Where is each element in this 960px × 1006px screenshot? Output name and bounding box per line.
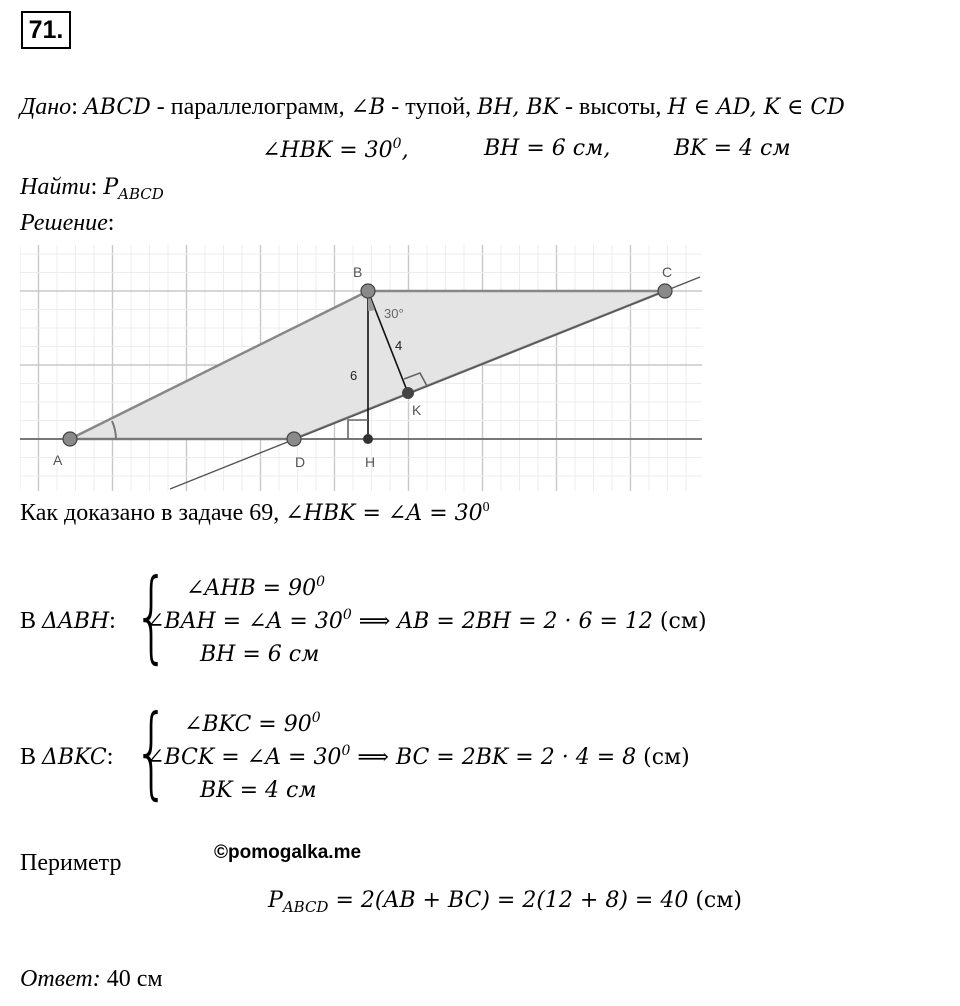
given-statement [84, 94, 845, 120]
answer-label: Ответ: [20, 966, 101, 992]
point-c [658, 284, 672, 298]
system2-line-2: ∠BCK = ∠A = $30^0$ ⟹ BC = 2BK = 2 · 4 = 8 (см) [146, 743, 690, 770]
given-bh: BH = 6 см, [484, 136, 611, 161]
label-a: A [53, 452, 63, 468]
label-angle-30: 30° [384, 306, 404, 321]
given-part-6: H ∈ AD, K ∈ CD [667, 95, 845, 120]
label-d: D [295, 454, 306, 470]
given-part-4: BH, BK [477, 95, 560, 120]
given-angle-hbk: ∠HBK = $30^0$, [262, 136, 409, 163]
parallelogram-figure [20, 245, 702, 491]
given-bk: BK = 4 см [674, 136, 791, 161]
point-h [363, 434, 373, 444]
given-part-2: ∠B [350, 95, 386, 120]
solution-label: Решение: [20, 210, 115, 236]
system2-line-1: ∠BKC = $90^0$ [184, 710, 321, 737]
point-b [361, 284, 375, 298]
point-a [63, 432, 77, 446]
find-line: Найти: $P_{ABCD}$ [20, 174, 164, 203]
given-part-1: - параллелограмм, [150, 94, 351, 120]
label-bh-length: 6 [350, 368, 358, 383]
label-bk-length: 4 [395, 338, 403, 353]
answer-value: 40 см [100, 966, 163, 992]
system1-line-2: ∠BAH = ∠A = $30^0$ ⟹ AB = 2BH = 2 · 6 = 12 (см) [146, 607, 707, 634]
perimeter-formula: $P_{ABCD} = 2(AB + BC) = 2(12 + 8) = 40$ (см) [268, 888, 742, 916]
given-line-1: Дано: ABCD - параллелограмм, ∠B - тупой, BH, BK - высоты, H ∈ AD, K ∈ CD [20, 94, 845, 120]
given-part-0: ABCD [83, 95, 151, 120]
point-d [287, 432, 301, 446]
system1-brace: { [134, 557, 169, 674]
system2-brace: { [134, 693, 169, 810]
watermark: ©pomogalka.me [214, 842, 362, 863]
proof-line: Как доказано в задаче 69, ∠HBK = ∠A = $30^0$ [20, 500, 490, 526]
problem-number: 71. [21, 11, 71, 49]
find-label: Найти [20, 174, 91, 200]
label-k: K [412, 402, 422, 418]
system2-line-3: BK = 4 см [200, 778, 317, 803]
label-b: B [353, 264, 363, 280]
answer-line [20, 966, 163, 993]
system2-prefix: В ΔBKC: [20, 744, 114, 770]
system1-line-3: BH = 6 см [200, 642, 320, 667]
label-h: H [365, 454, 376, 470]
perimeter-label: Периметр [20, 850, 122, 876]
point-k [402, 387, 414, 399]
system1-line-1: ∠AHB = $90^0$ [186, 574, 326, 601]
given-part-5: - высоты, [559, 94, 668, 120]
system1-prefix: В ΔABH: [20, 608, 116, 634]
given-part-3: - тупой, [385, 94, 478, 120]
given-label: Дано [20, 94, 72, 120]
find-value: $P_{ABCD}$ [103, 175, 164, 203]
label-c: C [662, 264, 673, 280]
